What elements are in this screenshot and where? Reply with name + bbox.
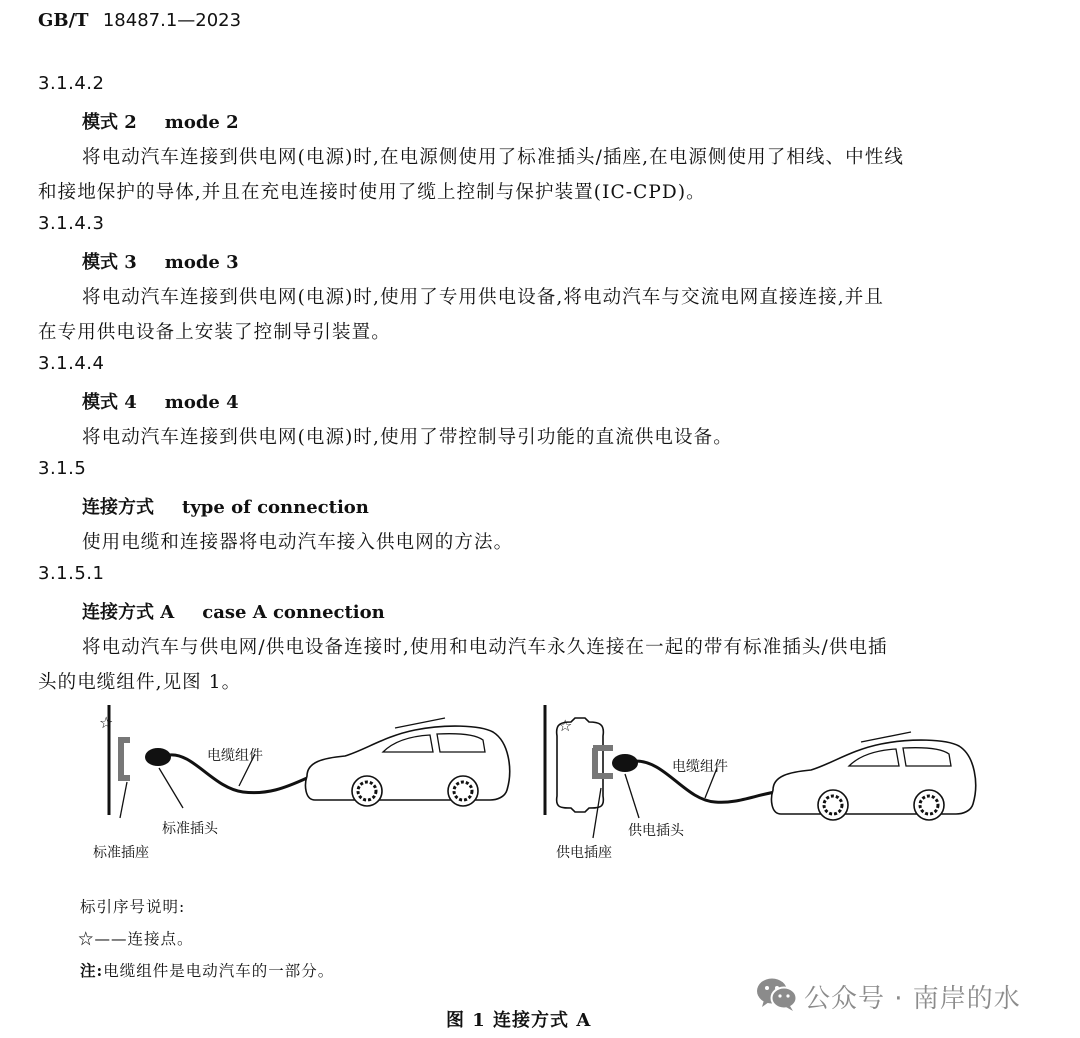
- term-en: case A connection: [202, 602, 385, 623]
- note-text: 电缆组件是电动汽车的一部分。: [103, 962, 335, 980]
- wechat-icon: [756, 976, 798, 1012]
- definition-line: 将电动汽车与供电网/供电设备连接时,使用和电动汽车永久连接在一起的带有标准插头/供电插: [82, 637, 888, 658]
- section-number: 3.1.4.2: [38, 73, 105, 94]
- section-number: 3.1.4.3: [38, 213, 105, 234]
- supply-plug-icon: [612, 754, 638, 772]
- connection-point-star-icon: ☆: [558, 716, 573, 735]
- socket-label: 标准插座: [93, 845, 149, 861]
- cable-assembly-label: 电缆组件: [207, 748, 263, 764]
- standard-header: [38, 10, 241, 31]
- section-number: 3.1.4.4: [38, 353, 105, 374]
- definition-line: 使用电缆和连接器将电动汽车接入供电网的方法。: [82, 532, 514, 553]
- watermark-text: 公众号 · 南岸的水: [804, 984, 1021, 1014]
- definition-line: 在专用供电设备上安装了控制导引装置。: [38, 322, 391, 343]
- term-zh: 连接方式: [82, 497, 154, 518]
- definition-line: 头的电缆组件,见图 1。: [38, 672, 242, 693]
- term-en: type of connection: [182, 497, 369, 518]
- definition-line: 和接地保护的导体,并且在充电连接时使用了缆上控制与保护装置(IC-CPD)。: [38, 182, 706, 203]
- standard-socket-icon: [121, 740, 130, 778]
- definition-line: 将电动汽车连接到供电网(电源)时,使用了专用供电设备,将电动汽车与交流电网直接连接,并且: [82, 287, 884, 308]
- key-item: ☆——连接点。: [78, 930, 194, 948]
- section-number: 3.1.5: [38, 458, 87, 479]
- note-label: 注:: [80, 961, 104, 980]
- electric-car-icon: [772, 732, 976, 820]
- standard-number: 18487.1—2023: [102, 10, 242, 31]
- cable-assembly-label: 电缆组件: [672, 759, 728, 775]
- term-heading: [82, 493, 369, 519]
- term-en: mode 2: [164, 112, 239, 133]
- term-en: mode 3: [164, 252, 239, 273]
- figure-left-diagram: [95, 700, 515, 870]
- term-heading: [82, 248, 239, 274]
- figure-note: [80, 959, 334, 981]
- term-zh: 模式 4: [82, 392, 137, 413]
- term-zh: 连接方式 A: [82, 602, 175, 623]
- standard-code: GB/T: [38, 10, 89, 31]
- electric-car-icon: [306, 718, 510, 806]
- connection-point-star-icon: ☆: [99, 713, 114, 732]
- term-heading: [82, 598, 385, 624]
- plug-label: 供电插头: [628, 823, 684, 839]
- standard-plug-icon: [145, 748, 171, 766]
- socket-label: 供电插座: [556, 845, 612, 861]
- plug-label: 标准插头: [162, 821, 218, 837]
- section-number: 3.1.5.1: [38, 563, 105, 584]
- definition-line: 将电动汽车连接到供电网(电源)时,在电源侧使用了标准插头/插座,在电源侧使用了相线、中性线: [82, 147, 904, 168]
- term-heading: [82, 388, 239, 414]
- term-zh: 模式 3: [82, 252, 137, 273]
- definition-line: 将电动汽车连接到供电网(电源)时,使用了带控制导引功能的直流供电设备。: [82, 427, 733, 448]
- key-title: 标引序号说明:: [80, 898, 186, 916]
- figure-caption: 图 1 连接方式 A: [446, 1010, 592, 1031]
- term-heading: [82, 108, 239, 134]
- term-zh: 模式 2: [82, 112, 137, 133]
- term-en: mode 4: [164, 392, 239, 413]
